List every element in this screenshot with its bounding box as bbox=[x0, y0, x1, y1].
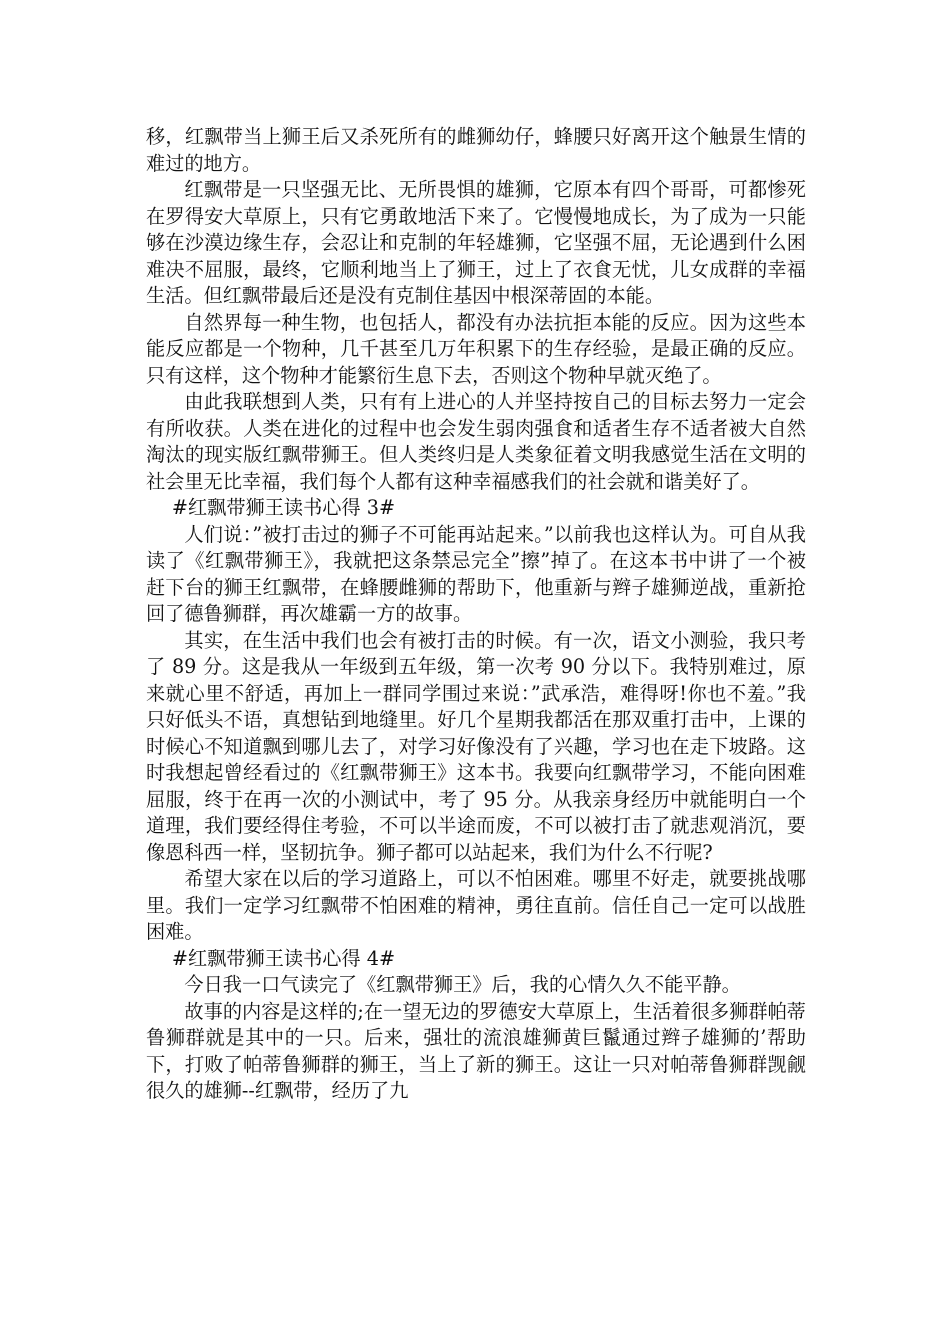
document-page bbox=[146, 124, 806, 1105]
paragraph-continued: 移，红飘带当上狮王后又杀死所有的雌狮幼仔，蜂腰只好离开这个触景生情的难过的地方。 bbox=[146, 125, 806, 175]
paragraph: 今日我一口气读完了《红飘带狮王》后，我的心情久久不能平静。 bbox=[184, 973, 741, 996]
section-heading: #红飘带狮王读书心得 4# bbox=[171, 946, 396, 970]
paragraph: 人们说：”被打击过的狮子不可能再站起来。”以前我也这样认为。可自从我读了《红飘带狮王》，我就把这条禁忌完全”擦”掉了。在这本书中讲了一个被赶下台的狮王红飘带，在蜂腰雌狮的帮助下，他重新与辫子雄狮逆战，重新抢回了德鲁狮群，再次雄霸一方的故事。 bbox=[146, 522, 806, 625]
paragraph: 由此我联想到人类，只有有上进心的人并坚持按自己的目标去努力一定会有所收获。人类在进化的过程中也会发生弱肉强食和适者生存不适者被大自然淘汰的现实版红飘带狮王。但人类终归是人类象征着文明我感觉生活在文明的社会里无比幸福，我们每个人都有这种幸福感我们的社会就和谐美好了。 bbox=[146, 390, 806, 493]
paragraph: 故事的内容是这样的;在一望无边的罗德安大草原上，生活着很多狮群帕蒂鲁狮群就是其中的一只。后来，强壮的流浪雄狮黄巨鬣通过辫子雄狮的’帮助下，打败了帕蒂鲁狮群的狮王，当上了新的狮王。这让一只对帕蒂鲁狮群觊觎很久的雄狮--红飘带，经历了九 bbox=[146, 999, 806, 1102]
paragraph: 其实，在生活中我们也会有被打击的时候。有一次，语文小测验，我只考了 89 分。这是我从一年级到五年级，第一次考 90 分以下。我特别难过，原来就心里不舒适，再加上一群同学围过来说：”武承浩，难得呀!你也不羞。”我只好低头不语，真想钻到地缝里。好几个星期我都活在那双重打击中，上课的时候心不知道飘到哪儿去了，对学习好像没有了兴趣，学习也在走下坡路。这时我想起曾经看过的《红飘带狮王》这本书。我要向红飘带学习，不能向困难屈服，终于在再一次的小测试中，考了 95 分。从我亲身经历中就能明白一个道理，我们要经得住考验，不可以半途而废，不可以被打击了就悲观消沉，要像恩科西一样，坚韧抗争。狮子都可以站起来，我们为什么不行呢? bbox=[146, 628, 806, 864]
paragraph: 希望大家在以后的学习道路上，可以不怕困难。哪里不好走，就要挑战哪里。我们一定学习红飘带不怕困难的精神，勇往直前。信任自己一定可以战胜困难。 bbox=[146, 867, 806, 943]
paragraph: 自然界每一种生物，也包括人，都没有办法抗拒本能的反应。因为这些本能反应都是一个物种，几千甚至几万年积累下的生存经验，是最正确的反应。只有这样，这个物种才能繁衍生息下去，否则这个物种早就灭绝了。 bbox=[146, 310, 806, 387]
section-heading: #红飘带狮王读书心得 3# bbox=[171, 496, 396, 519]
paragraph: 红飘带是一只坚强无比、无所畏惧的雄狮，它原本有四个哥哥，可都惨死在罗得安大草原上，只有它勇敢地活下来了。它慢慢地成长，为了成为一只能够在沙漠边缘生存，会忍让和克制的年轻雄狮，它坚强不屈，无论遇到什么困难决不屈服，最终，它顺利地当上了狮王，过上了衣食无忧，儿女成群的幸福生活。但红飘带最后还是没有克制住基因中根深蒂固的本能。 bbox=[146, 178, 806, 307]
